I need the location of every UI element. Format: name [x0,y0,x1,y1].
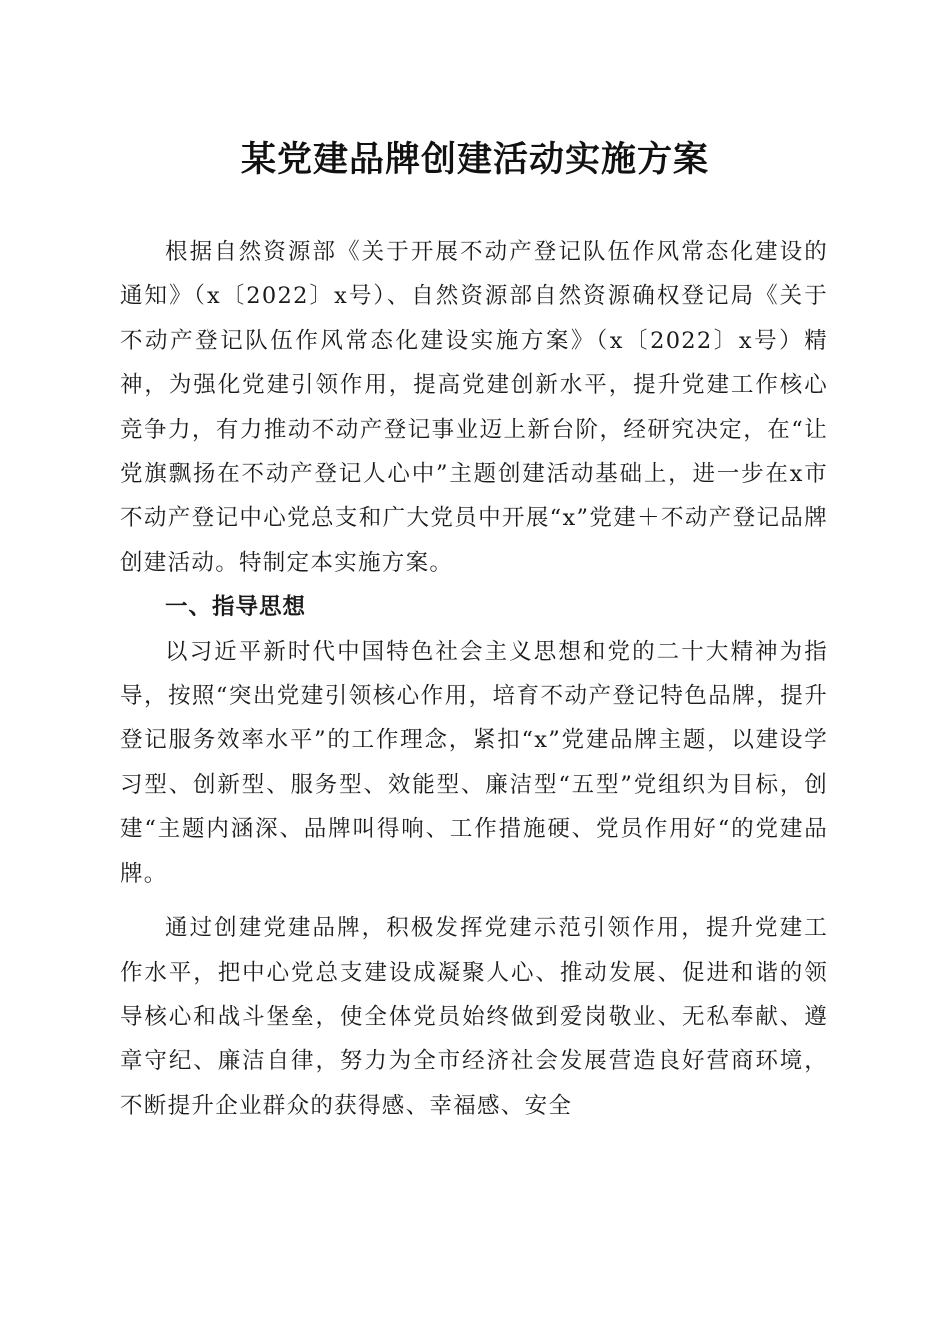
guiding-ideology-paragraph: 以习近平新时代中国特色社会主义思想和党的二十大精神为指导，按照“突出党建引领核心作用，培育不动产登记特色品牌，提升登记服务效率水平”的工作理念，紧扣“x”党建品牌主题，以建设学习型、创新型、服务型、效能型、廉洁型“五型”党组织为目标，创建“主题内涵深、品牌叫得响、工作措施硬、党员作用好“的党建品牌。 [120,638,828,887]
document-title: 某党建品牌创建活动实施方案 [240,139,709,180]
section-heading-guiding-ideology: 一、指导思想 [165,594,307,621]
document-body [120,230,828,1128]
brand-goal-paragraph: 通过创建党建品牌，积极发挥党建示范引领作用，提升党建工作水平，把中心党总支建设成凝聚人心、推动发展、促进和谐的领导核心和战斗堡垒，使全体党员始终做到爱岗敬业、无私奉献、遵章守纪、廉洁自律，努力为全市经济社会发展营造良好营商环境，不断提升企业群众的获得感、幸福感、安全 [120,915,828,1119]
intro-paragraph: 根据自然资源部《关于开展不动产登记队伍作风常态化建设的通知》（x〔2022〕x号）、自然资源部自然资源确权登记局《关于不动产登记队伍作风常态化建设实施方案》（x〔2022〕x号）精神，为强化党建引领作用，提高党建创新水平，提升党建工作核心竞争力，有力推动不动产登记事业迈上新台阶，经研究决定，在“让党旗飘扬在不动产登记人心中”主题创建活动基础上，进一步在x市不动产登记中心党总支和广大党员中开展“x”党建＋不动产登记品牌创建活动。特制定本实施方案。 [120,239,828,576]
